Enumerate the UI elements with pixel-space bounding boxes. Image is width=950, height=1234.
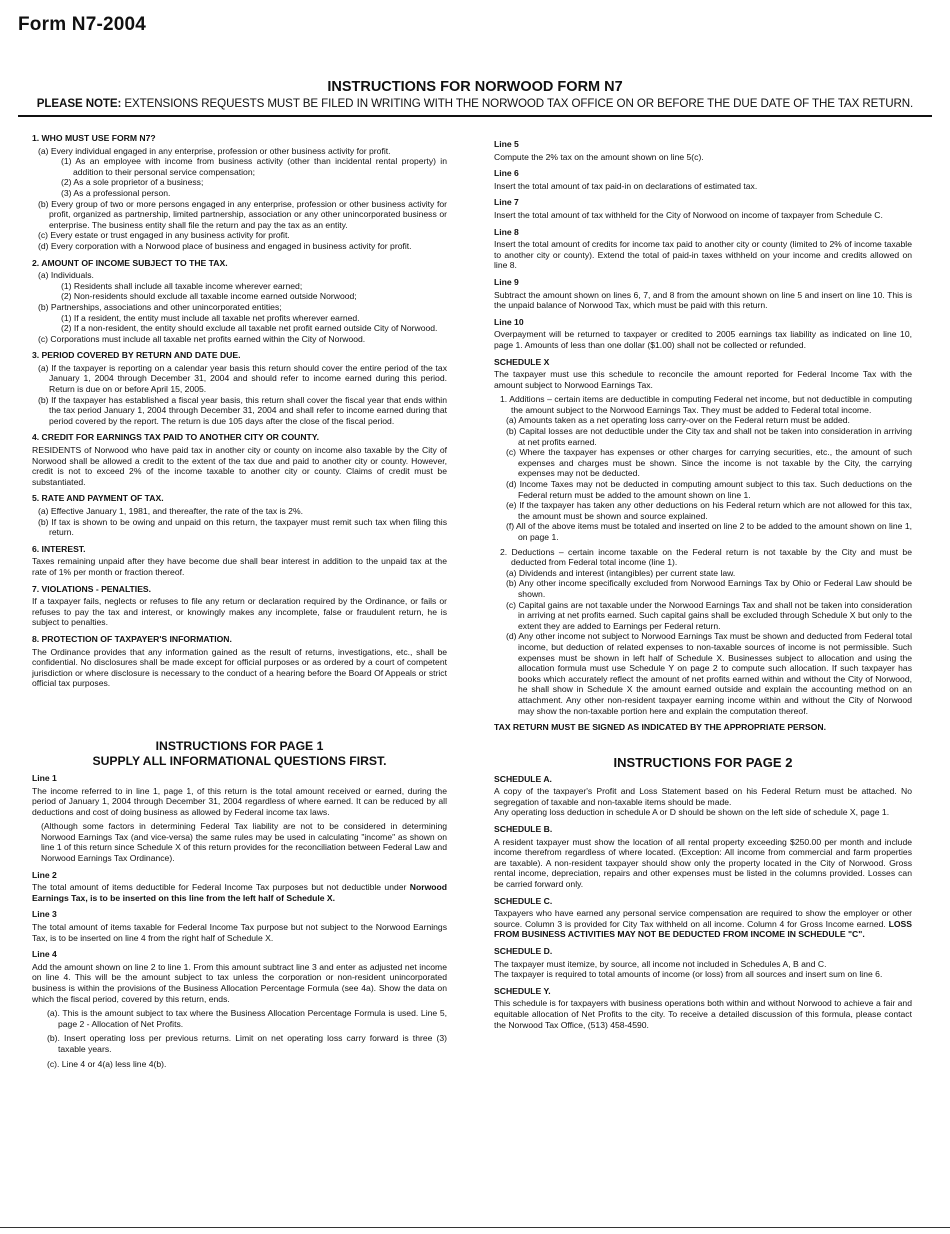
list-item: (c) Capital gains are not taxable under the Norwood Earnings Tax and shall not be taken into consideration in arriving at net profits earned. Such capital gains shall be excluded through Schedule X but only to the extent they are added to Earnings per Federal return.	[506, 599, 912, 631]
page1-title: INSTRUCTIONS FOR PAGE 1	[155, 738, 324, 753]
list-item: (f) All of the above items must be totaled and inserted on line 2 to be added to the amount shown on line 1, on page 1.	[506, 521, 912, 542]
list-item: (c) Corporations must include all taxable net profits earned within the City of Norwood.	[38, 333, 366, 344]
additions: 1. Additions – certain items are deductible in computing Federal net income, but not deductible in computing the amount subject to the Norwood Earnings Tax. They must be added to Federal total income.	[500, 394, 912, 415]
section-who-must-use	[32, 133, 447, 252]
deductions: 2. Deductions – certain income taxable on the Federal return is not taxable by the City and must be deducted from Federal total income (line 1).	[500, 546, 912, 568]
line-heading: Line 9	[494, 276, 519, 287]
section-text: RESIDENTS of Norwood who have paid tax in another city or county on income also taxable by the City of Norwood shall be allowed a credit to the extent of the tax due and paid to another city or county. However, credit is not to exceed 2% of the income taxable to another city or county. Claims of credit must be substantiated.	[32, 445, 447, 487]
schedule-a	[494, 774, 912, 818]
list-item: (b) Every group of two or more persons engaged in any enterprise, profession or other business activity for profit, organized as partnership, limited partnership, association or any other unincorporated business or enterprise. The business entity shall file the return and pay the tax as an entity.	[38, 198, 447, 230]
line-text: Insert the total amount of tax withheld for the City of Norwood on income of taxpayer from Schedule C.	[494, 209, 883, 220]
line-10	[494, 317, 912, 351]
line-9	[494, 277, 912, 311]
line-3	[32, 909, 447, 943]
schedule-x	[494, 357, 912, 717]
list-item: (d) Income Taxes may not be deducted in computing amount subject to this tax. Such deductions on the Federal return must be added to the amount shown on line 1.	[506, 479, 912, 500]
section-text: If a taxpayer fails, neglects or refuses to file any return or declaration required by the Ordinance, or fails or refuses to pay the tax and interest, or knowingly makes any incomplete, false or fraudulent return, he is subject to penalties.	[32, 596, 447, 628]
section-heading: 6. INTEREST.	[32, 543, 86, 554]
line-text-bold: Norwood Earnings Tax, is to be inserted on this line from the left half of Schedule X.	[32, 882, 448, 903]
line-text: Insert the total amount of tax paid-in on declarations of estimated tax.	[494, 180, 758, 191]
section-heading: 7. VIOLATIONS - PENALTIES.	[32, 583, 152, 594]
section-heading: 3. PERIOD COVERED BY RETURN AND DATE DUE.	[32, 350, 241, 361]
list-item: (1) As an employee with income from business activity (other than incidental rental property) in addition to their personal service compensation;	[61, 156, 447, 177]
line-text-part: The total amount of items deductible for Federal Income Tax purposes but not deductible under	[32, 882, 407, 893]
right-column	[494, 139, 912, 1036]
line-text: The income referred to in line 1, page 1, of this return is the total amount received or earned, during the period of January 1, 2004 through December 31, 2004 regardless of where earned. It can be reduced by all deductions and cost of doing business as allowed by Federal income tax laws.	[32, 785, 447, 817]
section-heading: 4. CREDIT FOR EARNINGS TAX PAID TO ANOTHER CITY OR COUNTY.	[32, 432, 319, 443]
list-item: (a) Dividends and interest (intangibles) per current state law.	[506, 567, 736, 578]
line-text: Subtract the amount shown on lines 6, 7, and 8 from the amount shown on line 5 and insert on line 10. This is the unpaid balance of Norwood Tax, which must be paid with this return.	[494, 289, 912, 311]
line-text: The total amount of items taxable for Federal Income Tax purpose but not subject to the Norwood Earnings Tax, is to be inserted on line 4 from the right half of Schedule X.	[32, 922, 447, 943]
section-violations	[32, 584, 447, 628]
section-text: The Ordinance provides that any information gained as the result of returns, investigations, etc., shall be confidential. No disclosures shall be made except for official purposes or as ordered by a court of competent jurisdiction or where disclosure is necessary to the conduct of a hearing before the Board Of Appeals or strict official tax purposes.	[32, 646, 447, 689]
schedule-b	[494, 824, 912, 890]
line-heading: Line 5	[494, 139, 519, 149]
signature-note: TAX RETURN MUST BE SIGNED AS INDICATED BY THE APPROPRIATE PERSON.	[494, 722, 826, 733]
page1-subtitle: SUPPLY ALL INFORMATIONAL QUESTIONS FIRST.	[92, 753, 387, 768]
section-heading: 8. PROTECTION OF TAXPAYER'S INFORMATION.	[32, 633, 232, 644]
page2-title: INSTRUCTIONS FOR PAGE 2	[613, 754, 793, 770]
list-item: (c) Every estate or trust engaged in any business activity for profit.	[38, 230, 290, 241]
list-item: (c). Line 4 or 4(a) less line 4(b).	[47, 1058, 167, 1069]
schedule-text: A copy of the taxpayer's Profit and Loss Statement based on his Federal Return must be attached. No segregation of taxable and non-taxable items should be made.	[494, 786, 912, 807]
line-heading: Line 2	[32, 869, 57, 880]
schedule-text: Any operating loss deduction in schedule A or D should be shown on the left side of schedule X, page 1.	[494, 807, 890, 818]
line-heading: Line 6	[494, 168, 519, 179]
line-text	[32, 882, 447, 903]
form-id: Form N7-2004	[18, 14, 147, 35]
extension-note	[0, 97, 950, 110]
line-text: Insert the total amount of credits for income tax paid to another city or county (limited to 2% of income taxable to another city or county). Extend the total of paid-in taxes withheld on your income and credits allowed on line 8.	[494, 239, 912, 271]
line-heading: Line 10	[494, 316, 524, 327]
list-item: (a) If the taxpayer is reporting on a calendar year basis this return should cover the entire period of the tax January 1, 2004 through December 31, 2004 and should refer to income earned during this period. Return is due on or before April 15, 2005.	[38, 362, 447, 395]
schedule-text	[494, 908, 912, 940]
schedule-heading: SCHEDULE X	[494, 356, 550, 367]
section-protection	[32, 634, 447, 689]
schedule-y	[494, 986, 912, 1030]
list-item: (1) If a resident, the entity must include all taxable net profits wherever earned.	[61, 312, 360, 323]
list-item: (3) As a professional person.	[61, 187, 171, 198]
note-text: EXTENSIONS REQUESTS MUST BE FILED IN WRITING WITH THE NORWOOD TAX OFFICE ON OR BEFORE THE DUE DATE OF THE TAX RETURN.	[121, 97, 914, 110]
page-title: INSTRUCTIONS FOR NORWOOD FORM N7	[327, 79, 623, 95]
section-rate	[32, 493, 447, 537]
section-amount-of-income	[32, 258, 447, 345]
line-note: (Although some factors in determining Federal Tax liability are not to be considered in determining Norwood Earnings Tax (and vice-versa) the same rules may be used in calculating "income" as shown on line 1 of this return since Schedule X of this return provides for the reconciliation between Federal Law and Norwood Earnings Tax Ordinance).	[41, 821, 447, 864]
line-heading: Line 7	[494, 197, 519, 208]
schedule-text: This schedule is for taxpayers with business operations both within and without Norwood to achieve a fair and equitable allocation of Net Profits to the city. To receive a detailed discussion of this formula, please contact the Norwood Tax Office, (513) 458-4590.	[494, 998, 912, 1030]
line-5	[494, 139, 912, 162]
line-heading: Line 8	[494, 226, 519, 237]
list-item: (b) Capital losses are not deductible under the City tax and shall not be taken into consideration in arriving at net profits earned.	[506, 426, 912, 447]
list-item: (b) If the taxpayer has established a fiscal year basis, this return shall cover the fiscal year that ends within the tax period January 1, 2004 through December 31, 2004 and shall refer to income earned during that period covered by the report. The return is due 105 days after the close of the fiscal period.	[38, 394, 447, 426]
line-1	[32, 773, 447, 864]
line-text: Compute the 2% tax on the amount shown on line 5(c).	[494, 151, 704, 162]
line-text: Add the amount shown on line 2 to line 1. From this amount subtract line 3 and enter as adjusted net income on line 4. This will be the amount subject to tax unless the corporation or non-resident unincorporated business is within the provisions of the Business Allocation Percentage Formula (see 4a). Show the data on which the fiscal period, covered by this return, ends.	[32, 961, 447, 1004]
left-column	[32, 133, 447, 1075]
schedule-heading: SCHEDULE Y.	[494, 985, 551, 996]
schedule-text: The taxpayer is required to total amounts of income (or loss) from all sources and insert sum on line 6.	[494, 969, 883, 980]
list-item: (2) If a non-resident, the entity should exclude all taxable net profit earned outside City of Norwood.	[61, 323, 438, 334]
note-label: PLEASE NOTE:	[36, 97, 122, 110]
line-2	[32, 870, 447, 904]
line-text: Overpayment will be returned to taxpayer or credited to 2005 earnings tax liability as indicated on line 10, page 1. Amounts of less than one dollar ($1.00) shall not be collected or refunded.	[494, 329, 912, 350]
list-item: (a) Individuals.	[38, 270, 94, 281]
schedule-text-part: Taxpayers who have earned any personal service compensation are required to show the employer or other source. Column 3 is provided for City Tax withheld on all income. Column 4 for Gross Income earned.	[494, 908, 912, 929]
list-item: (a) Amounts taken as a net operating loss carry-over on the Federal return must be added.	[506, 415, 850, 426]
list-item: (d) Every corporation with a Norwood place of business and engaged in business activity for profit.	[38, 240, 412, 251]
list-item: (e) If the taxpayer has taken any other deductions on his Federal return which are not allowed for this tax, the amount must be shown and source explained.	[506, 500, 912, 521]
schedule-text: A resident taxpayer must show the location of all rental property exceeding $250.00 per month and include income therefrom regardless of where located. (Exception: All income from commercial and farm properties are taxable). A non-resident taxpayer should show only the property located in the City of Norwood. Gross rental income, depreciation, repairs and other expenses must be listed in the columns provided. Losses can be carried forward only.	[494, 836, 912, 890]
section-credit	[32, 432, 447, 487]
list-item: (a) Every individual engaged in any enterprise, profession or other business activity for profit.	[38, 145, 391, 156]
header-rule	[18, 115, 932, 117]
section-text: Taxes remaining unpaid after they have become due shall bear interest in addition to the unpaid tax at the rate of 1% per month or fraction thereof.	[32, 556, 447, 577]
list-item: (1) Residents shall include all taxable income wherever earned;	[61, 280, 303, 291]
line-heading: Line 1	[32, 772, 57, 783]
line-6	[494, 168, 912, 191]
list-item: (c) Where the taxpayer has expenses or other charges for carrying securities, etc., the amount of such expenses and charges must be shown. Since the income is not taxable by the City, the carrying expenses may not be deducted.	[506, 447, 912, 479]
line-8	[494, 227, 912, 271]
schedule-heading: SCHEDULE D.	[494, 946, 553, 956]
list-item: (b). Insert operating loss per previous returns. Limit on net operating loss carry forward is three (3) taxable years.	[47, 1033, 447, 1054]
section-heading: 1. WHO MUST USE FORM N7?	[32, 133, 156, 143]
schedule-heading: SCHEDULE A.	[494, 773, 552, 784]
line-7	[494, 197, 912, 220]
list-item: (a). This is the amount subject to tax where the Business Allocation Percentage Formula is used. Line 5, page 2 - Allocation of Net Profits.	[47, 1008, 447, 1029]
line-4	[32, 949, 447, 1069]
list-item: (2) As a sole proprietor of a business;	[61, 177, 204, 188]
list-item: (d) Any other income not subject to Norwood Earnings Tax must be shown and deducted from Federal total income, but deduction of related expenses to non-taxable sources of income is not permissible. Such expenses must be shown in left half of Schedule X. Businesses subject to allocation and using the allocation formula must use Schedule Y on page 2 to compute such allocation. If such taxpayer has books which accurately reflect the amount of net profits earned within and without the City of Norwood, he shall show in Schedule X the amount earned outside and explain the accounting method on an attachment. Any other non-resident taxpayer earning income within and without the City of Norwood may show the non-taxable portion here and explain the computation thereof.	[506, 631, 912, 716]
schedule-d	[494, 946, 912, 980]
schedule-text: The taxpayer must itemize, by source, all income not included in Schedules A, B and C.	[494, 958, 827, 969]
schedule-c	[494, 896, 912, 940]
list-item: (b) Partnerships, associations and other unincorporated entities;	[38, 301, 282, 312]
schedule-heading: SCHEDULE C.	[494, 895, 553, 906]
section-heading: 2. AMOUNT OF INCOME SUBJECT TO THE TAX.	[32, 257, 228, 268]
section-period-covered	[32, 350, 447, 426]
schedule-text: The taxpayer must use this schedule to reconcile the amount reported for Federal Income Tax with the amount subject to Norwood Earnings Tax.	[494, 369, 912, 390]
list-item: (b) If tax is shown to be owing and unpaid on this return, the taxpayer must remit such tax when filing this return.	[38, 516, 447, 538]
line-heading: Line 3	[32, 909, 57, 920]
footer-rule	[0, 1227, 950, 1228]
list-item: (2) Non-residents should exclude all taxable income earned outside Norwood;	[61, 291, 357, 302]
line-heading: Line 4	[32, 949, 57, 960]
list-item: (a) Effective January 1, 1981, and thereafter, the rate of the tax is 2%.	[38, 506, 303, 516]
list-item: (b) Any other income specifically excluded from Norwood Earnings Tax by Ohio or Federal Law should be shown.	[506, 578, 912, 599]
schedule-heading: SCHEDULE B.	[494, 824, 553, 835]
schedule-text-bold: LOSS FROM BUSINESS ACTIVITIES MAY NOT BE DEDUCTED FROM INCOME IN SCHEDULE "C".	[494, 918, 913, 940]
section-heading: 5. RATE AND PAYMENT OF TAX.	[32, 493, 164, 504]
section-interest	[32, 544, 447, 578]
